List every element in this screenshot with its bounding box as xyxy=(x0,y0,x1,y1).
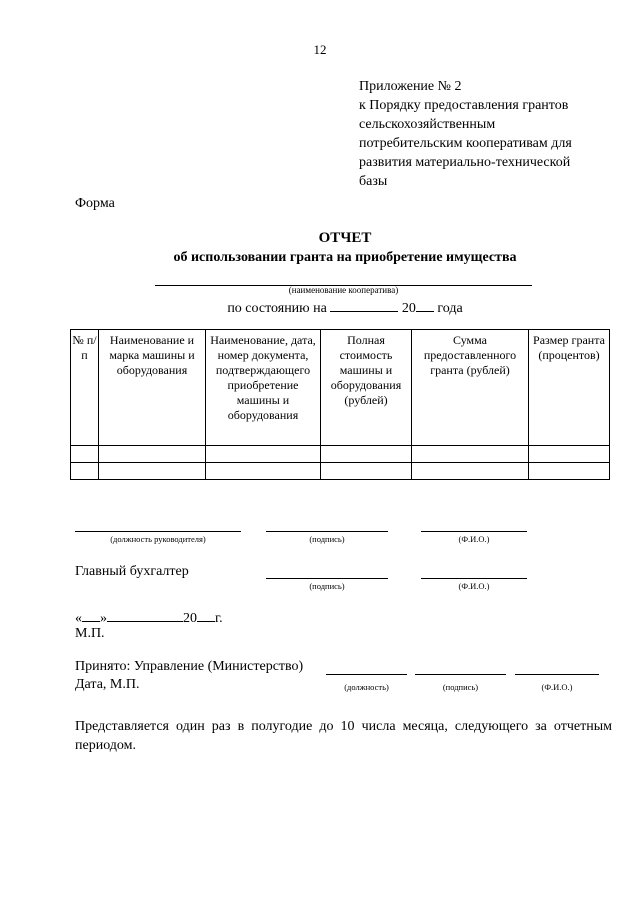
head-signature-line[interactable] xyxy=(266,531,388,532)
header-grant-amount: Сумма предоставленного гранта (рублей) xyxy=(412,330,529,446)
date-stamp-label: Дата, М.П. xyxy=(75,677,140,692)
head-name-line[interactable] xyxy=(421,531,527,532)
appendix-line: потребительским кооперативам для xyxy=(359,136,572,151)
head-position-caption: (должность руководителя) xyxy=(110,534,206,544)
table-cell[interactable] xyxy=(529,446,610,463)
date-year-blank[interactable] xyxy=(197,609,215,622)
date-line xyxy=(75,609,223,627)
head-name-caption: (Ф.И.О.) xyxy=(458,534,490,544)
appendix-line: базы xyxy=(359,174,388,189)
date-open-quote: « xyxy=(75,611,82,626)
as-of-suffix: года xyxy=(437,301,463,316)
report-title: ОТЧЕТ xyxy=(318,230,372,246)
header-document: Наименование, дата, номер документа, подтверждающего приобретение машины и оборудования xyxy=(206,330,321,446)
header-grant-percent: Размер гранта (процентов) xyxy=(529,330,610,446)
accepted-name-caption: (Ф.И.О.) xyxy=(541,682,573,692)
as-of-day-blank[interactable] xyxy=(330,299,398,312)
header-machine-name: Наименование и марка машины и оборудования xyxy=(99,330,206,446)
date-year: 20 xyxy=(183,611,197,626)
chief-accountant-label: Главный бухгалтер xyxy=(75,564,189,579)
table-row xyxy=(71,463,610,480)
table-cell[interactable] xyxy=(71,446,99,463)
head-signature-caption: (подпись) xyxy=(309,534,345,544)
table-cell[interactable] xyxy=(99,446,206,463)
appendix-block xyxy=(359,77,629,191)
header-full-cost: Полная стоимость машины и оборудования (рублей) xyxy=(321,330,412,446)
page-number: 12 xyxy=(313,42,327,57)
accountant-name-caption: (Ф.И.О.) xyxy=(458,581,490,591)
table-cell[interactable] xyxy=(412,463,529,480)
table-header-row xyxy=(71,330,610,446)
accepted-label: Принято: Управление (Министерство) xyxy=(75,659,304,674)
table-cell[interactable] xyxy=(321,463,412,480)
accepted-name-line[interactable] xyxy=(515,674,599,675)
report-subtitle: об использовании гранта на приобретение имущества xyxy=(173,250,517,265)
date-close-quote: » xyxy=(100,611,107,626)
as-of-prefix: по состоянию на xyxy=(227,301,327,316)
head-position-line[interactable] xyxy=(75,531,241,532)
stamp-label: М.П. xyxy=(75,626,105,641)
report-table xyxy=(70,329,610,480)
form-label: Форма xyxy=(75,196,115,211)
table-cell[interactable] xyxy=(412,446,529,463)
accepted-signature-line[interactable] xyxy=(415,674,506,675)
cooperative-name-caption: (наименование кооператива) xyxy=(288,285,399,295)
appendix-line: Приложение № 2 xyxy=(359,79,462,94)
table-row xyxy=(71,446,610,463)
date-suffix: г. xyxy=(215,611,223,626)
as-of-date-line xyxy=(0,299,640,317)
date-month-blank[interactable] xyxy=(107,609,183,622)
accepted-signature-caption: (подпись) xyxy=(442,682,479,692)
submission-note: Представляется один раз в полугодие до 10 числа месяца, следующего за отчетным периодом. xyxy=(75,719,612,753)
appendix-line: развития материально-технической xyxy=(359,155,571,170)
table-cell[interactable] xyxy=(99,463,206,480)
header-number: № п/п xyxy=(71,330,99,446)
date-day-blank[interactable] xyxy=(82,609,100,622)
appendix-line: сельскохозяйственным xyxy=(359,117,496,132)
accepted-position-line[interactable] xyxy=(326,674,407,675)
accepted-position-caption: (должность) xyxy=(344,682,389,692)
table-cell[interactable] xyxy=(206,446,321,463)
table-cell[interactable] xyxy=(206,463,321,480)
table-cell[interactable] xyxy=(321,446,412,463)
as-of-year: 20 xyxy=(401,301,416,316)
accountant-signature-line[interactable] xyxy=(266,578,388,579)
table-cell[interactable] xyxy=(71,463,99,480)
table-cell[interactable] xyxy=(529,463,610,480)
accountant-signature-caption: (подпись) xyxy=(309,581,345,591)
as-of-year-blank[interactable] xyxy=(416,299,434,312)
appendix-line: к Порядку предоставления грантов xyxy=(359,98,569,113)
accountant-name-line[interactable] xyxy=(421,578,527,579)
